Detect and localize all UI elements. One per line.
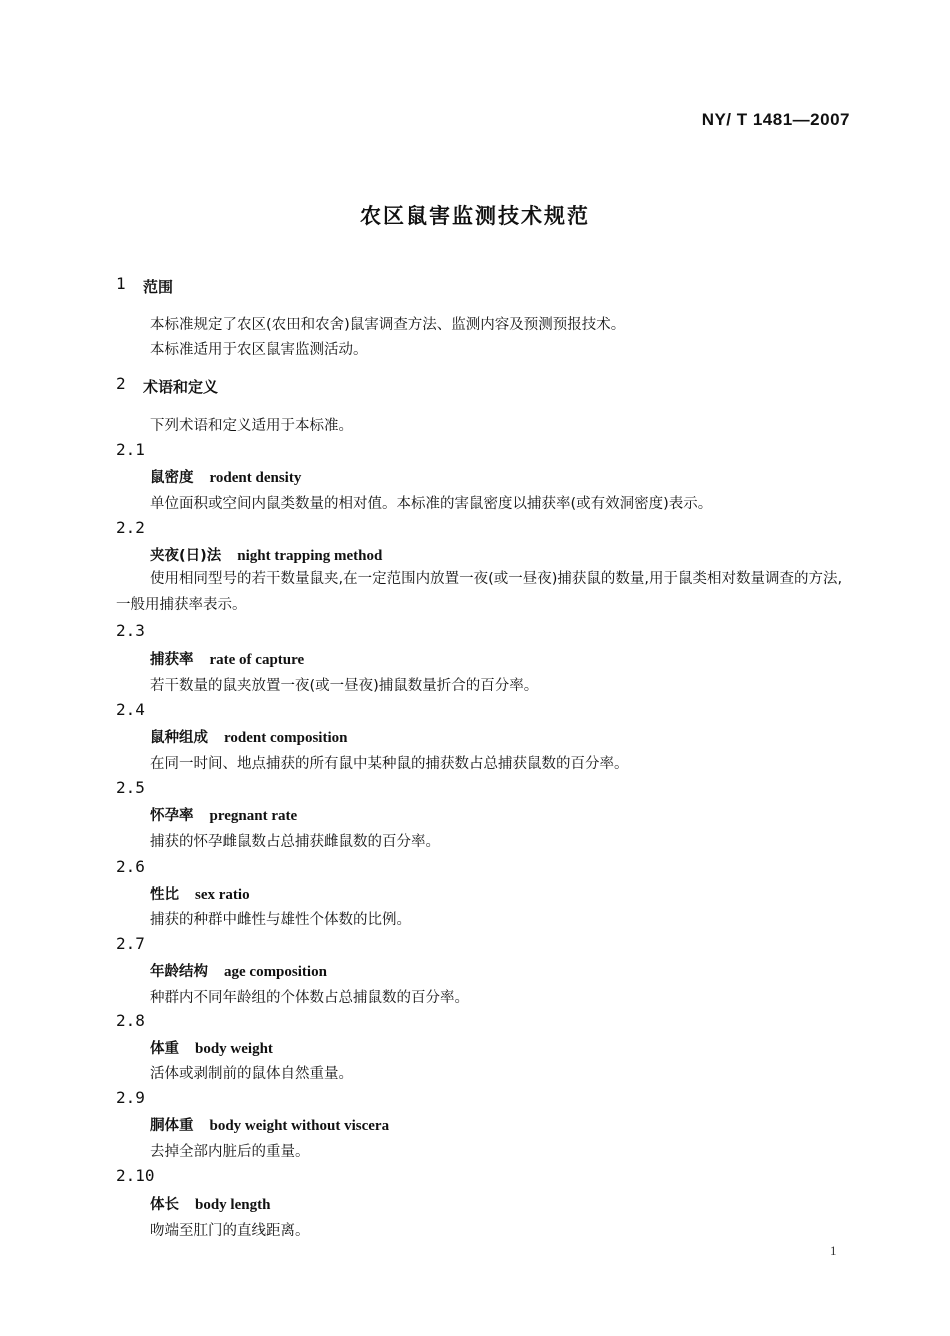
standard-code: NY/ T 1481—2007 [701, 110, 850, 129]
term-definition: 活体或剥制前的鼠体自然重量。 [150, 1066, 353, 1082]
term-name-en: rodent density [209, 470, 302, 486]
term-name-zh: 胴体重 [150, 1118, 194, 1134]
term-definition: 捕获的种群中雌性与雄性个体数的比例。 [150, 912, 411, 928]
term-definition: 捕获的怀孕雌鼠数占总捕获雌鼠数的百分率。 [150, 834, 440, 850]
term-name-zh: 鼠种组成 [150, 730, 208, 746]
document-title: 农区鼠害监测技术规范 [360, 204, 590, 228]
term-heading [150, 1193, 270, 1214]
term-definition: 在同一时间、地点捕获的所有鼠中某种鼠的捕获数占总捕获鼠数的百分率。 [150, 756, 629, 772]
term-name-zh: 捕获率 [150, 652, 194, 668]
term-name-en: body weight without viscera [209, 1118, 390, 1134]
term-name-zh: 鼠密度 [150, 470, 194, 486]
paragraph: 本标准规定了农区(农田和农舍)鼠害调查方法、监测内容及预测预报技术。 [150, 317, 626, 333]
term-name-en: body length [195, 1197, 271, 1213]
term-name-en: body weight [195, 1041, 273, 1057]
term-name-en: pregnant rate [209, 808, 298, 824]
term-number: 2.3 [116, 621, 145, 640]
paragraph: 下列术语和定义适用于本标准。 [150, 418, 353, 434]
term-name-zh: 性比 [150, 887, 179, 903]
term-number: 2.1 [116, 440, 145, 459]
term-number: 2.7 [116, 934, 145, 953]
term-number: 2.6 [116, 857, 145, 876]
term-heading [150, 1037, 273, 1058]
term-heading [150, 648, 304, 669]
term-number: 2.9 [116, 1088, 145, 1107]
term-name-en: rodent composition [224, 730, 348, 746]
term-definition: 去掉全部内脏后的重量。 [150, 1144, 310, 1160]
section-number: 1 [116, 274, 126, 293]
term-name-en: age composition [224, 964, 327, 980]
paragraph: 本标准适用于农区鼠害监测活动。 [150, 342, 368, 358]
term-heading [150, 726, 347, 747]
term-heading [150, 544, 382, 565]
term-definition: 若干数量的鼠夹放置一夜(或一昼夜)捕鼠数量折合的百分率。 [150, 678, 539, 694]
section-title: 术语和定义 [143, 378, 219, 396]
section-title: 范围 [143, 278, 174, 296]
term-heading [150, 466, 301, 487]
term-name-zh: 年龄结构 [150, 964, 208, 980]
term-heading [150, 1114, 389, 1135]
term-definition: 单位面积或空间内鼠类数量的相对值。本标准的害鼠密度以捕获率(或有效洞密度)表示。 [150, 496, 713, 512]
term-name-zh: 夹夜(日)法 [150, 548, 222, 564]
term-heading [150, 883, 250, 904]
page-number: 1 [830, 1243, 837, 1258]
term-name-zh: 体长 [150, 1197, 179, 1213]
term-number: 2.5 [116, 778, 145, 797]
term-definition: 吻端至肛门的直线距离。 [150, 1223, 310, 1239]
term-name-zh: 怀孕率 [150, 808, 194, 824]
term-name-zh: 体重 [150, 1041, 179, 1057]
section-number: 2 [116, 374, 126, 393]
term-heading [150, 804, 297, 825]
term-number: 2.2 [116, 518, 145, 537]
term-number: 2.10 [116, 1166, 155, 1185]
term-definition: 使用相同型号的若干数量鼠夹,在一定范围内放置一夜(或一昼夜)捕获鼠的数量,用于鼠类相对数量调查的方法,一般用捕获率表示。 [116, 571, 843, 613]
term-name-en: rate of capture [209, 652, 305, 668]
term-name-en: night trapping method [237, 548, 383, 564]
term-number: 2.4 [116, 700, 145, 719]
term-heading [150, 960, 327, 981]
term-name-en: sex ratio [195, 887, 250, 903]
term-number: 2.8 [116, 1011, 145, 1030]
term-definition: 种群内不同年龄组的个体数占总捕鼠数的百分率。 [150, 990, 469, 1006]
